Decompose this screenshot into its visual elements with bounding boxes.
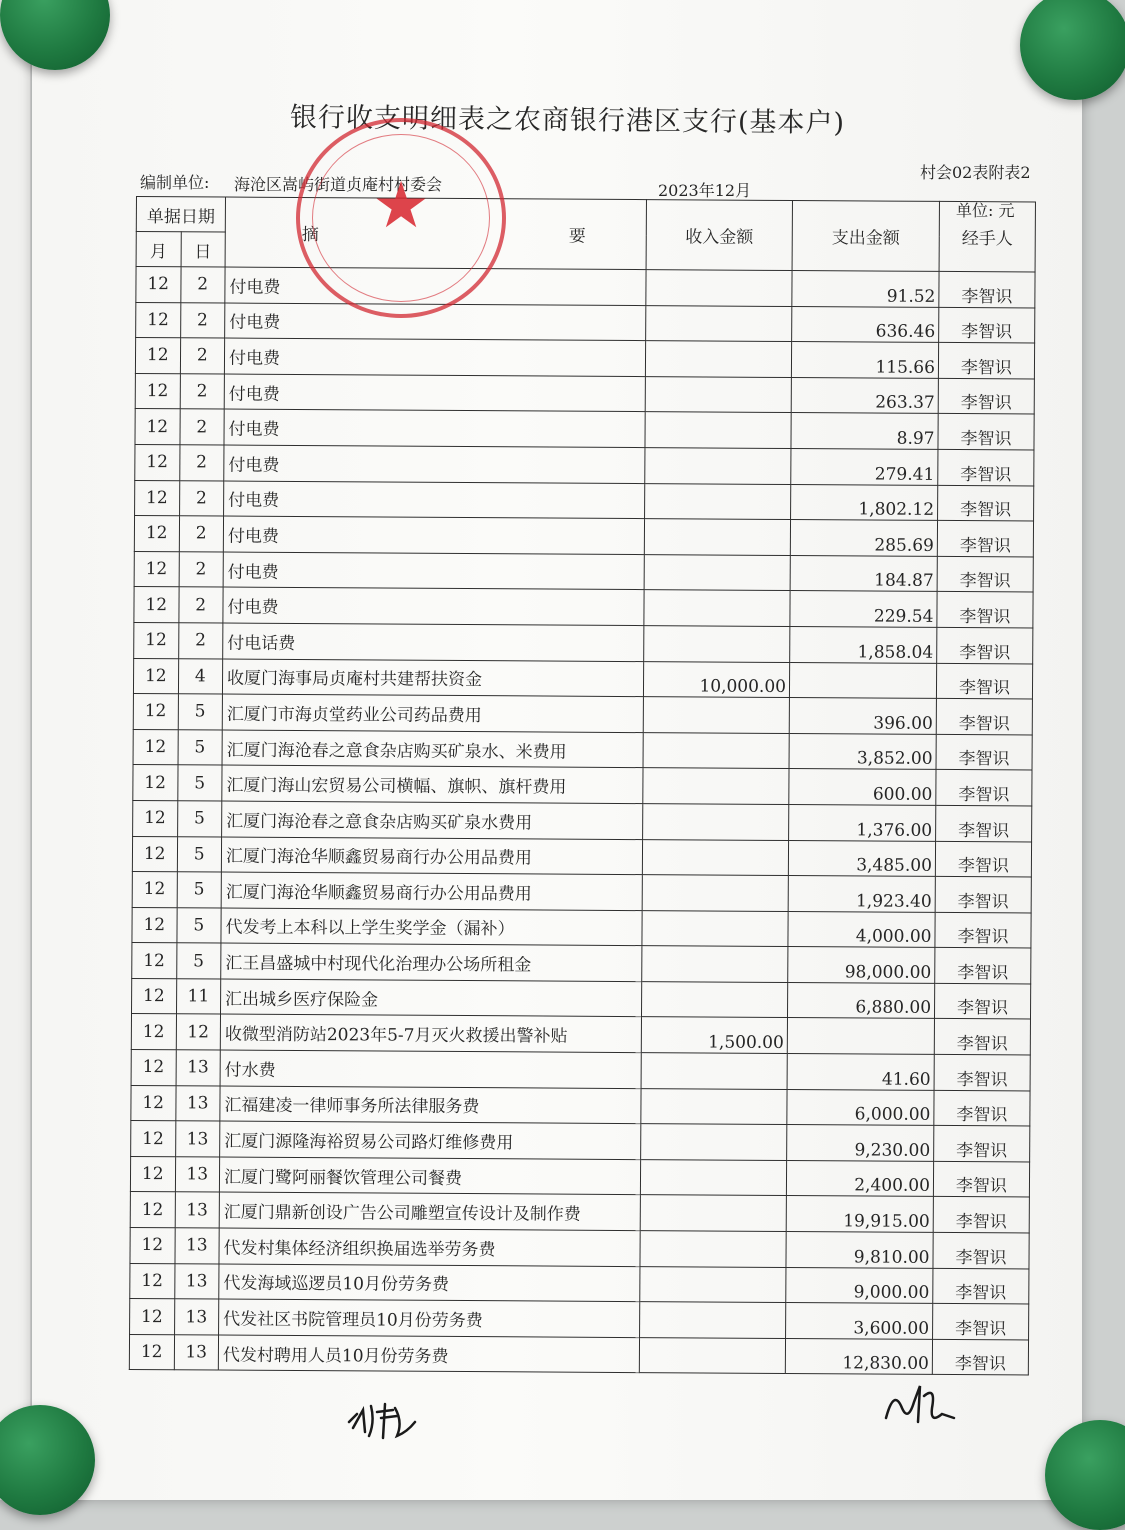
- day-cell: 13: [175, 1121, 220, 1157]
- handler-cell: 李智识: [934, 1126, 1030, 1162]
- table-row: [135, 444, 1034, 485]
- month-cell: 12: [134, 516, 179, 552]
- income-cell: [641, 1124, 787, 1160]
- summary-cell: 汇厦门海沧春之意食杂店购买矿泉水、米费用: [222, 730, 643, 768]
- header-row: [136, 197, 1035, 237]
- table-row: [135, 480, 1034, 521]
- month-cell: 12: [130, 1228, 175, 1264]
- income-cell: [639, 1337, 785, 1373]
- summary-cell: 汇出城乡医疗保险金: [221, 979, 642, 1017]
- income-cell: [644, 554, 790, 590]
- table-row: [134, 587, 1033, 628]
- table-row: [129, 1334, 1028, 1375]
- expense-cell: 9,810.00: [786, 1232, 933, 1268]
- income-cell: [640, 1195, 786, 1231]
- summary-cell: 收微型消防站2023年5-7月灭火救援出警补贴: [220, 1015, 641, 1053]
- income-cell: [645, 483, 791, 519]
- day-cell: 5: [176, 943, 221, 979]
- month-header: 月: [136, 232, 181, 267]
- month-cell: 12: [130, 1192, 175, 1228]
- table-row: [134, 622, 1033, 663]
- handler-cell: 李智识: [936, 663, 1032, 699]
- handler-cell: 李智识: [935, 841, 1031, 877]
- adjacent-sheet: [0, 0, 31, 1500]
- month-cell: 12: [132, 907, 177, 943]
- month-cell: 12: [132, 872, 177, 908]
- income-cell: [640, 1231, 786, 1267]
- income-cell: [641, 981, 787, 1017]
- summary-cell: 代发社区书院管理员10月份劳务费: [219, 1299, 640, 1337]
- income-cell: [646, 270, 792, 306]
- income-cell: [642, 839, 788, 875]
- income-cell: [642, 875, 788, 911]
- table-row: [133, 800, 1032, 841]
- expense-cell: 184.87: [790, 555, 937, 591]
- signature-right: [880, 1378, 960, 1432]
- expense-cell: 1,923.40: [788, 876, 935, 912]
- month-cell: 12: [129, 1334, 174, 1370]
- handler-cell: 李智识: [933, 1304, 1029, 1340]
- table-row: [131, 1121, 1030, 1162]
- income-cell: [643, 732, 789, 768]
- summary-header-char: 摘: [301, 225, 319, 246]
- handler-cell: 李智识: [938, 485, 1034, 521]
- expense-cell: 1,858.04: [790, 626, 937, 662]
- table-row: [130, 1228, 1029, 1269]
- month-cell: 12: [134, 551, 179, 587]
- table-row: [134, 551, 1033, 592]
- income-cell: [640, 1266, 786, 1302]
- day-cell: 5: [177, 765, 222, 801]
- expense-cell: 3,852.00: [789, 733, 936, 769]
- table-row: [136, 302, 1035, 343]
- summary-cell: 付电费: [224, 481, 645, 519]
- table-row: [132, 836, 1031, 877]
- day-cell: 11: [176, 979, 221, 1015]
- expense-cell: 9,000.00: [786, 1267, 933, 1303]
- day-cell: 5: [177, 872, 222, 908]
- day-cell: 5: [177, 801, 222, 837]
- summary-cell: 付电费: [223, 516, 644, 554]
- expense-cell: 19,915.00: [786, 1196, 933, 1232]
- income-cell: [643, 804, 789, 840]
- income-cell: [641, 1088, 787, 1124]
- handler-cell: 李智识: [936, 699, 1032, 735]
- day-header: 日: [181, 232, 226, 267]
- income-cell: [645, 341, 791, 377]
- expense-header: 支出金额: [792, 201, 939, 272]
- day-cell: 5: [178, 694, 223, 730]
- expense-cell: 636.46: [792, 306, 939, 342]
- handler-cell: 李智识: [934, 1054, 1030, 1090]
- month-cell: 12: [135, 480, 180, 516]
- summary-cell: 代发村集体经济组织换届选举劳务费: [219, 1228, 640, 1266]
- handler-cell: 李智识: [939, 271, 1035, 307]
- ledger-body: [129, 267, 1035, 1376]
- month-cell: 12: [136, 302, 181, 338]
- summary-cell: 付电费: [224, 445, 645, 483]
- month-cell: 12: [135, 373, 180, 409]
- handler-cell: 李智识: [935, 912, 1031, 948]
- table-row: [133, 729, 1032, 770]
- summary-cell: 汇厦门海沧华顺鑫贸易商行办公用品费用: [221, 872, 642, 910]
- expense-cell: 2,400.00: [786, 1160, 933, 1196]
- handler-cell: 李智识: [937, 521, 1033, 557]
- day-cell: 2: [179, 516, 224, 552]
- table-row: [134, 516, 1033, 557]
- handler-cell: 李智识: [938, 449, 1034, 485]
- income-cell: [644, 519, 790, 555]
- date-header: 单据日期: [136, 197, 225, 233]
- day-cell: 5: [178, 729, 223, 765]
- day-cell: 2: [179, 445, 224, 481]
- month-cell: 12: [131, 1121, 176, 1157]
- summary-cell: 汇厦门源隆海裕贸易公司路灯维修费用: [220, 1121, 641, 1159]
- month-cell: 12: [130, 1263, 175, 1299]
- income-header: 收入金额: [646, 200, 792, 271]
- compiler-name: 海沧区嵩屿街道贞庵村村委会: [234, 175, 443, 194]
- expense-cell: 6,000.00: [787, 1089, 934, 1125]
- month-cell: 12: [135, 338, 180, 374]
- day-cell: 4: [178, 658, 223, 694]
- income-cell: [644, 626, 790, 662]
- table-row: [135, 409, 1034, 450]
- handler-cell: 李智识: [934, 983, 1030, 1019]
- month-cell: 12: [132, 943, 177, 979]
- income-cell: [642, 946, 788, 982]
- table-row: [133, 658, 1032, 699]
- summary-cell: 付电费: [223, 552, 644, 590]
- month-cell: 12: [134, 587, 179, 623]
- month-cell: 12: [133, 765, 178, 801]
- summary-header: [225, 197, 646, 270]
- day-cell: 13: [175, 1157, 220, 1193]
- summary-cell: 收厦门海事局贞庵村共建帮扶资金: [222, 659, 643, 697]
- summary-cell: 汇王昌盛城中村现代化治理办公场所租金: [221, 943, 642, 981]
- handler-cell: 李智识: [938, 414, 1034, 450]
- handler-cell: 李智识: [933, 1197, 1029, 1233]
- summary-cell: 代发村聘用人员10月份劳务费: [218, 1335, 639, 1373]
- day-cell: 2: [178, 623, 223, 659]
- ledger-table: [129, 196, 1036, 1376]
- table-row: [133, 694, 1032, 735]
- expense-cell: 279.41: [791, 448, 938, 484]
- handler-cell: 李智识: [939, 307, 1035, 343]
- day-cell: 13: [174, 1263, 219, 1299]
- expense-cell: 115.66: [791, 342, 938, 378]
- table-row: [130, 1299, 1029, 1340]
- compiler-label: 编制单位:: [140, 173, 210, 192]
- expense-cell: [787, 1018, 934, 1054]
- summary-cell: 付电费: [224, 338, 645, 376]
- expense-cell: 9,230.00: [787, 1125, 934, 1161]
- expense-cell: 4,000.00: [788, 911, 935, 947]
- day-cell: 5: [176, 907, 221, 943]
- handler-cell: 李智识: [936, 734, 1032, 770]
- month-cell: 12: [134, 622, 179, 658]
- table-row: [132, 907, 1031, 948]
- table-row: [130, 1192, 1029, 1233]
- period: 2023年12月: [658, 181, 752, 200]
- table-row: [130, 1156, 1029, 1197]
- signature-right-scribble: [880, 1378, 960, 1428]
- table-row: [132, 872, 1031, 913]
- table-row: [131, 1014, 1030, 1055]
- summary-cell: 付电费: [225, 303, 646, 341]
- day-cell: 2: [179, 409, 224, 445]
- handler-cell: 李智识: [933, 1232, 1029, 1268]
- handler-cell: 李智识: [933, 1268, 1029, 1304]
- income-cell: 1,500.00: [641, 1017, 787, 1053]
- handler-cell: 李智识: [934, 1090, 1030, 1126]
- summary-cell: 汇厦门海山宏贸易公司横幅、旗帜、旗杆费用: [222, 765, 643, 803]
- handler-cell: 李智识: [935, 876, 1031, 912]
- summary-header-char: 要: [568, 226, 586, 247]
- handler-cell: 李智识: [932, 1339, 1028, 1375]
- income-cell: [643, 768, 789, 804]
- month-cell: 12: [133, 800, 178, 836]
- income-cell: [644, 590, 790, 626]
- handler-cell: 李智识: [937, 627, 1033, 663]
- handler-cell: 李智识: [934, 1019, 1030, 1055]
- handler-cell: 李智识: [936, 770, 1032, 806]
- income-cell: [645, 376, 791, 412]
- day-cell: 2: [180, 267, 225, 303]
- handler-cell: 李智识: [933, 1161, 1029, 1197]
- day-cell: 2: [180, 338, 225, 374]
- income-cell: [645, 448, 791, 484]
- seal-star-icon: ★: [372, 169, 430, 244]
- summary-cell: 付电费: [224, 409, 645, 447]
- summary-cell: 付电费: [223, 587, 644, 625]
- month-cell: 12: [135, 409, 180, 445]
- day-cell: 2: [179, 480, 224, 516]
- month-cell: 12: [133, 729, 178, 765]
- expense-cell: 8.97: [791, 413, 938, 449]
- day-cell: 13: [175, 1192, 220, 1228]
- month-cell: 12: [131, 1050, 176, 1086]
- ledger-table-wrapper: [129, 196, 1036, 1379]
- table-row: [132, 978, 1031, 1019]
- summary-cell: 汇厦门海沧春之意食杂店购买矿泉水费用: [222, 801, 643, 839]
- month-cell: 12: [131, 1014, 176, 1050]
- expense-cell: 1,376.00: [789, 804, 936, 840]
- month-cell: 12: [131, 1085, 176, 1121]
- expense-cell: 600.00: [789, 769, 936, 805]
- table-row: [130, 1263, 1029, 1304]
- day-cell: 13: [174, 1299, 219, 1335]
- table-row: [135, 373, 1034, 414]
- expense-cell: [789, 662, 936, 698]
- month-cell: 12: [132, 978, 177, 1014]
- handler-cell: 李智识: [938, 378, 1034, 414]
- table-row: [132, 943, 1031, 984]
- signature-left: [345, 1392, 425, 1446]
- income-cell: [640, 1302, 786, 1338]
- month-cell: 12: [133, 694, 178, 730]
- summary-cell: 汇厦门鼎新创设广告公司雕塑宣传设计及制作费: [219, 1192, 640, 1230]
- day-cell: 13: [174, 1228, 219, 1264]
- signature-left-scribble: [345, 1392, 425, 1442]
- handler-cell: 李智识: [937, 556, 1033, 592]
- day-cell: 2: [179, 552, 224, 588]
- table-row: [131, 1050, 1030, 1091]
- expense-cell: 1,802.12: [791, 484, 938, 520]
- summary-cell: 代发海域巡逻员10月份劳务费: [219, 1264, 640, 1302]
- summary-cell: 付电话费: [223, 623, 644, 661]
- handler-cell: 李智识: [938, 343, 1034, 379]
- expense-cell: 6,880.00: [787, 982, 934, 1018]
- table-row: [135, 338, 1034, 379]
- expense-cell: 98,000.00: [788, 947, 935, 983]
- summary-cell: 代发考上本科以上学生奖学金（漏补）: [221, 908, 642, 946]
- income-cell: [645, 412, 791, 448]
- form-code: 村会02表附表2: [920, 163, 1031, 182]
- table-row: [131, 1085, 1030, 1126]
- month-cell: 12: [130, 1299, 175, 1335]
- expense-cell: 285.69: [790, 520, 937, 556]
- month-cell: 12: [133, 658, 178, 694]
- expense-cell: 3,600.00: [786, 1303, 933, 1339]
- handler-header: 经手人: [939, 201, 1035, 272]
- month-cell: 12: [132, 836, 177, 872]
- expense-cell: 12,830.00: [785, 1338, 932, 1374]
- summary-cell: 汇福建凌一律师事务所法律服务费: [220, 1086, 641, 1124]
- income-cell: [641, 1053, 787, 1089]
- summary-cell: 汇厦门鹭阿丽餐饮管理公司餐费: [219, 1157, 640, 1195]
- handler-cell: 李智识: [935, 948, 1031, 984]
- day-cell: 13: [175, 1085, 220, 1121]
- summary-cell: 汇厦门市海贞堂药业公司药品费用: [222, 694, 643, 732]
- summary-cell: 付水费: [220, 1050, 641, 1088]
- document-title: 银行收支明细表之农商银行港区支行(基本户): [289, 102, 846, 139]
- expense-cell: 263.37: [791, 377, 938, 413]
- handler-cell: 李智识: [936, 805, 1032, 841]
- expense-cell: 41.60: [787, 1054, 934, 1090]
- day-cell: 2: [178, 587, 223, 623]
- summary-cell: 汇厦门海沧华顺鑫贸易商行办公用品费用: [221, 837, 642, 875]
- expense-cell: 229.54: [790, 591, 937, 627]
- expense-cell: 91.52: [792, 271, 939, 307]
- summary-cell: 付电费: [225, 267, 646, 305]
- day-cell: 2: [180, 302, 225, 338]
- income-cell: 10,000.00: [643, 661, 789, 697]
- summary-cell: 付电费: [224, 374, 645, 412]
- month-cell: 12: [130, 1156, 175, 1192]
- table-row: [136, 267, 1035, 308]
- expense-cell: 396.00: [789, 698, 936, 734]
- handler-cell: 李智识: [937, 592, 1033, 628]
- month-cell: 12: [136, 267, 181, 303]
- income-cell: [646, 305, 792, 341]
- income-cell: [642, 910, 788, 946]
- day-cell: 2: [180, 374, 225, 410]
- expense-cell: 3,485.00: [788, 840, 935, 876]
- month-cell: 12: [135, 444, 180, 480]
- income-cell: [643, 697, 789, 733]
- table-row: [133, 765, 1032, 806]
- income-cell: [640, 1159, 786, 1195]
- unit-label: 单位: 元: [956, 201, 1015, 220]
- day-cell: 12: [176, 1014, 221, 1050]
- day-cell: 13: [176, 1050, 221, 1086]
- day-cell: 5: [177, 836, 222, 872]
- day-cell: 13: [174, 1335, 219, 1371]
